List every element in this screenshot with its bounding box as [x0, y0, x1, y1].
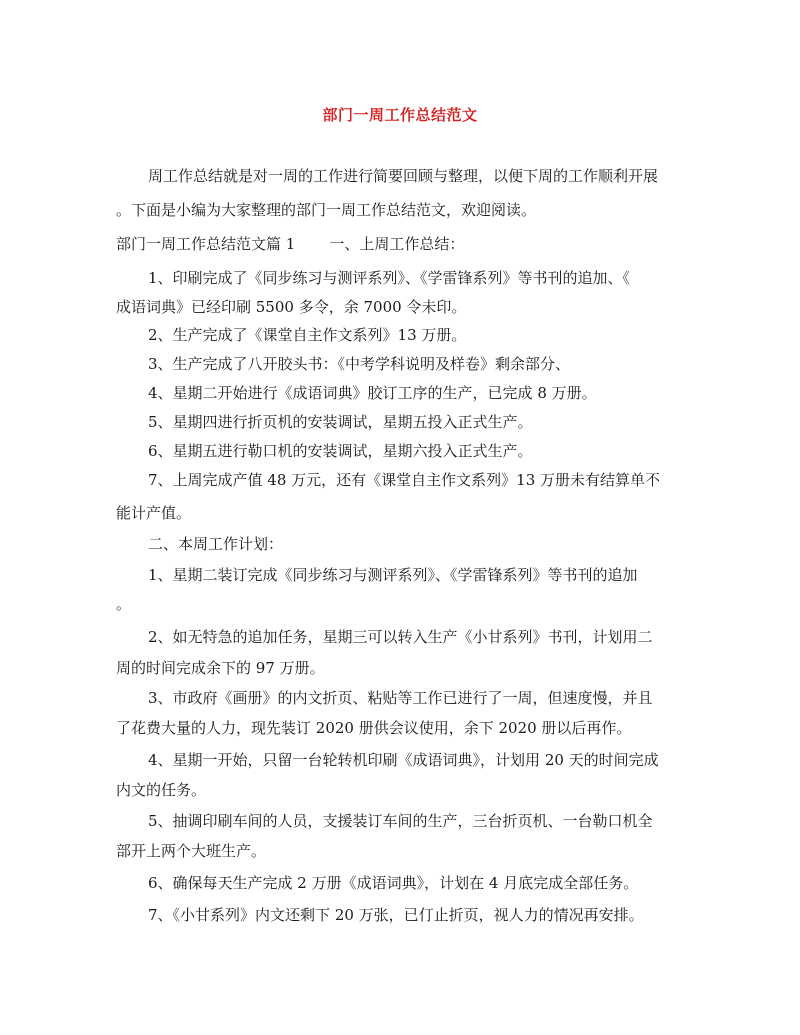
paragraph-line: 部开上两个大班生产。: [116, 842, 267, 860]
paragraph-line: [116, 234, 464, 254]
paragraph-line: 能计产值。: [116, 504, 192, 522]
paragraph-line: 5、抽调印刷车间的人员，支援装订车间的生产，三台折页机、一台勒口机全: [148, 812, 653, 830]
paragraph-line: 。: [116, 595, 132, 613]
section-heading: 部门一周工作总结范文篇 1: [116, 235, 296, 253]
paragraph-line: 4、星期二开始进行《成语词典》胶订工序的生产，已完成 8 万册。: [148, 384, 597, 402]
paragraph-line: 7、《小甘系列》内文还剩下 20 万张，已仃止折页，视人力的情况再安排。: [148, 906, 644, 924]
paragraph-line: 6、确保每天生产完成 2 万册《成语词典》，计划在 4 月底完成全部任务。: [148, 874, 639, 892]
section-heading: 一、上周工作总结：: [329, 235, 465, 253]
paragraph-line: 1、印刷完成了《同步练习与测评系列》、《学雷锋系列》等书刊的追加、《: [148, 269, 631, 287]
paragraph-line: 2、生产完成了《课堂自主作文系列》13 万册。: [148, 326, 467, 344]
paragraph-line: 内文的任务。: [116, 781, 207, 799]
document-title: 部门一周工作总结范文: [322, 106, 478, 124]
section-heading: 二、本周工作计划：: [148, 535, 284, 553]
paragraph-line: 周工作总结就是对一周的工作进行简要回顾与整理，以便下周的工作顺利开展: [148, 167, 659, 185]
paragraph-line: 7、上周完成产值 48 万元，还有《课堂自主作文系列》13 万册未有结算单不: [148, 471, 661, 489]
paragraph-line: 4、星期一开始，只留一台轮转机印刷《成语词典》，计划用 20 天的时间完成: [148, 751, 659, 769]
paragraph-line: 1、星期二装订完成《同步练习与测评系列》、《学雷锋系列》等书刊的追加: [148, 566, 638, 584]
paragraph-line: 周的时间完成余下的 97 万册。: [116, 659, 325, 677]
paragraph-line: 。下面是小编为大家整理的部门一周工作总结范文，欢迎阅读。: [116, 201, 537, 219]
paragraph-line: 2、如无特急的追加任务，星期三可以转入生产《小甘系列》书刊，计划用二: [148, 628, 653, 646]
paragraph-line: 3、生产完成了八开胶头书：《中考学科说明及样卷》剩余部分、: [148, 355, 571, 373]
paragraph-line: 3、市政府《画册》的内文折页、粘贴等工作已进行了一周，但速度慢，并且: [148, 689, 653, 707]
paragraph-line: 成语词典》已经印刷 5500 多令，余 7000 令未印。: [116, 298, 467, 316]
paragraph-line: 5、星期四进行折页机的安装调试，星期五投入正式生产。: [148, 413, 533, 431]
paragraph-line: 6、星期五进行勒口机的安装调试，星期六投入正式生产。: [148, 442, 533, 460]
paragraph-line: 了花费大量的人力，现先装订 2020 册供会议使用，余下 2020 册以后再作。: [116, 719, 632, 737]
